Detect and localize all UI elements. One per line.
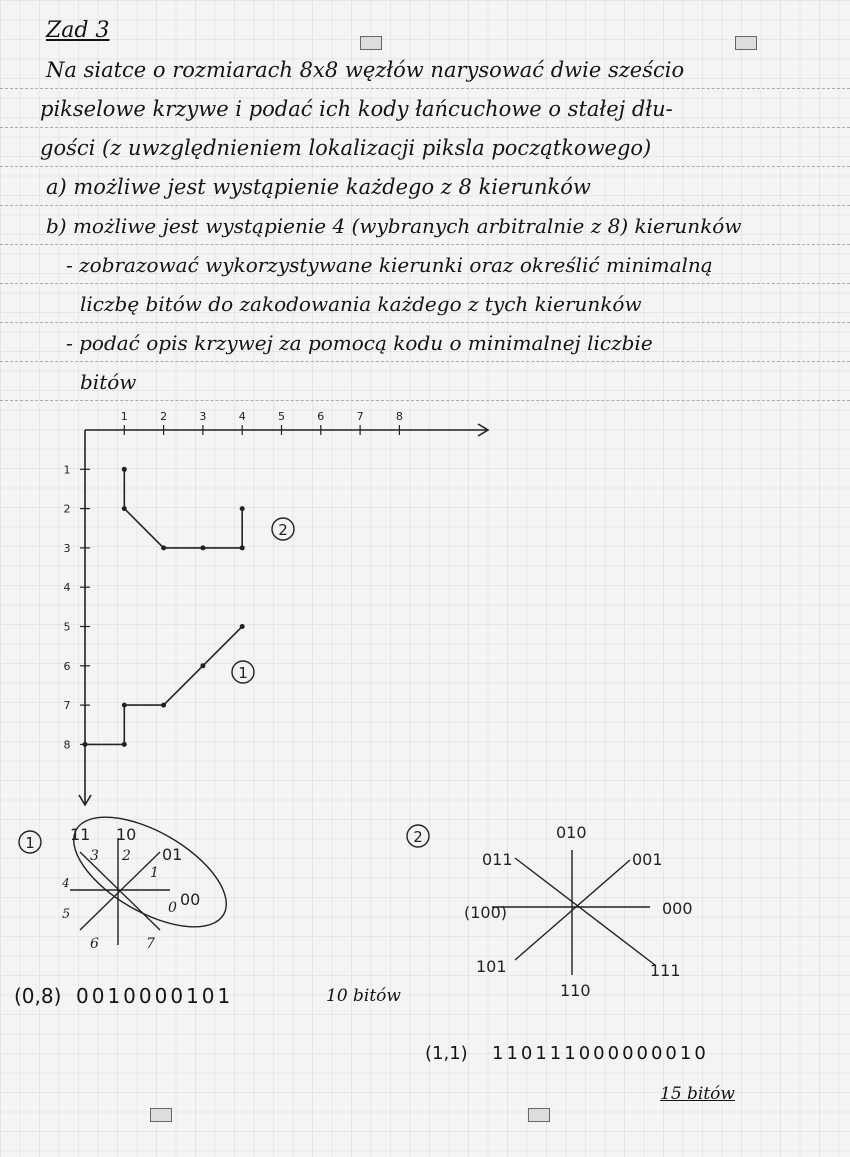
- code-10: 10: [116, 825, 137, 844]
- result-2-bits: 15 bitów: [660, 1084, 735, 1104]
- page-title: Zad 3: [46, 18, 110, 43]
- digit-6: 6: [90, 936, 99, 952]
- code-01: 01: [162, 845, 183, 864]
- code-111: 111: [650, 961, 681, 980]
- y-tick-label: 5: [63, 620, 71, 634]
- y-tick-label: 4: [63, 581, 71, 595]
- digit-0: 0: [168, 900, 177, 916]
- code-001: 001: [632, 850, 663, 869]
- curve-2-label: 2: [278, 521, 288, 539]
- curve-1-label: 1: [238, 664, 248, 682]
- digit-1: 1: [150, 865, 159, 881]
- x-tick-label: 5: [278, 410, 285, 423]
- task-dash1-line1: - zobrazować wykorzystywane kierunki oraz określić minimalną: [66, 253, 713, 277]
- task-line-3: gości (z uwzględnieniem lokalizacji piksla początkowego): [40, 136, 652, 160]
- diagram-1-label: 1: [25, 834, 35, 852]
- task-item-a: a) możliwe jest wystąpienie każdego z 8 kierunków: [46, 175, 591, 199]
- y-tick-label: 6: [63, 659, 71, 673]
- y-tick-label: 1: [63, 463, 71, 477]
- code-000: 000: [662, 899, 693, 918]
- code-011: 011: [482, 850, 513, 869]
- result-1-code: 0010000101: [76, 984, 234, 1008]
- task-dash1-line2: liczbę bitów do zakodowania każdego z tych kierunków: [80, 292, 642, 316]
- result-1-start: (0,8): [14, 984, 62, 1008]
- code-11: 11: [70, 825, 91, 844]
- task-line-2: pikselowe krzywe i podać ich kody łańcuchowe o stałej dłu-: [40, 97, 673, 121]
- result-1-bits: 10 bitów: [326, 986, 401, 1006]
- diagram-2-label: 2: [413, 828, 423, 846]
- y-tick-label: 8: [63, 738, 71, 752]
- task-dash2-line1: - podać opis krzywej za pomocą kodu o minimalnej liczbie: [66, 331, 653, 355]
- x-tick-label: 8: [395, 410, 403, 423]
- digit-7: 7: [146, 936, 155, 952]
- x-tick-label: 4: [238, 410, 246, 423]
- y-tick-label: 7: [63, 699, 71, 713]
- y-tick-label: 2: [63, 502, 71, 516]
- result-2-start: (1,1): [425, 1043, 468, 1064]
- code-00: 00: [180, 890, 201, 909]
- x-tick-label: 3: [199, 410, 207, 423]
- x-tick-label: 6: [317, 410, 325, 423]
- x-tick-label: 7: [356, 410, 364, 423]
- y-tick-label: 3: [63, 541, 71, 555]
- task-item-b: b) możliwe jest wystąpienie 4 (wybranych arbitralnie z 8) kierunków: [46, 214, 742, 238]
- digit-2: 2: [122, 848, 131, 864]
- code-101: 101: [476, 957, 507, 976]
- digit-4: 4: [62, 876, 70, 890]
- code-100: (100): [464, 903, 508, 922]
- dir2-diag-2: [515, 858, 655, 965]
- result-2-code: 110111000000010: [492, 1043, 709, 1064]
- digit-5: 5: [62, 907, 71, 922]
- code-010: 010: [556, 823, 587, 842]
- task-dash2-line2: bitów: [80, 370, 137, 394]
- x-tick-label: 2: [160, 410, 168, 423]
- task-line-1: Na siatce o rozmiarach 8x8 węzłów narysować dwie sześcio: [46, 58, 685, 82]
- code-110: 110: [560, 981, 591, 1000]
- x-tick-label: 1: [120, 410, 128, 423]
- digit-3: 3: [90, 848, 99, 864]
